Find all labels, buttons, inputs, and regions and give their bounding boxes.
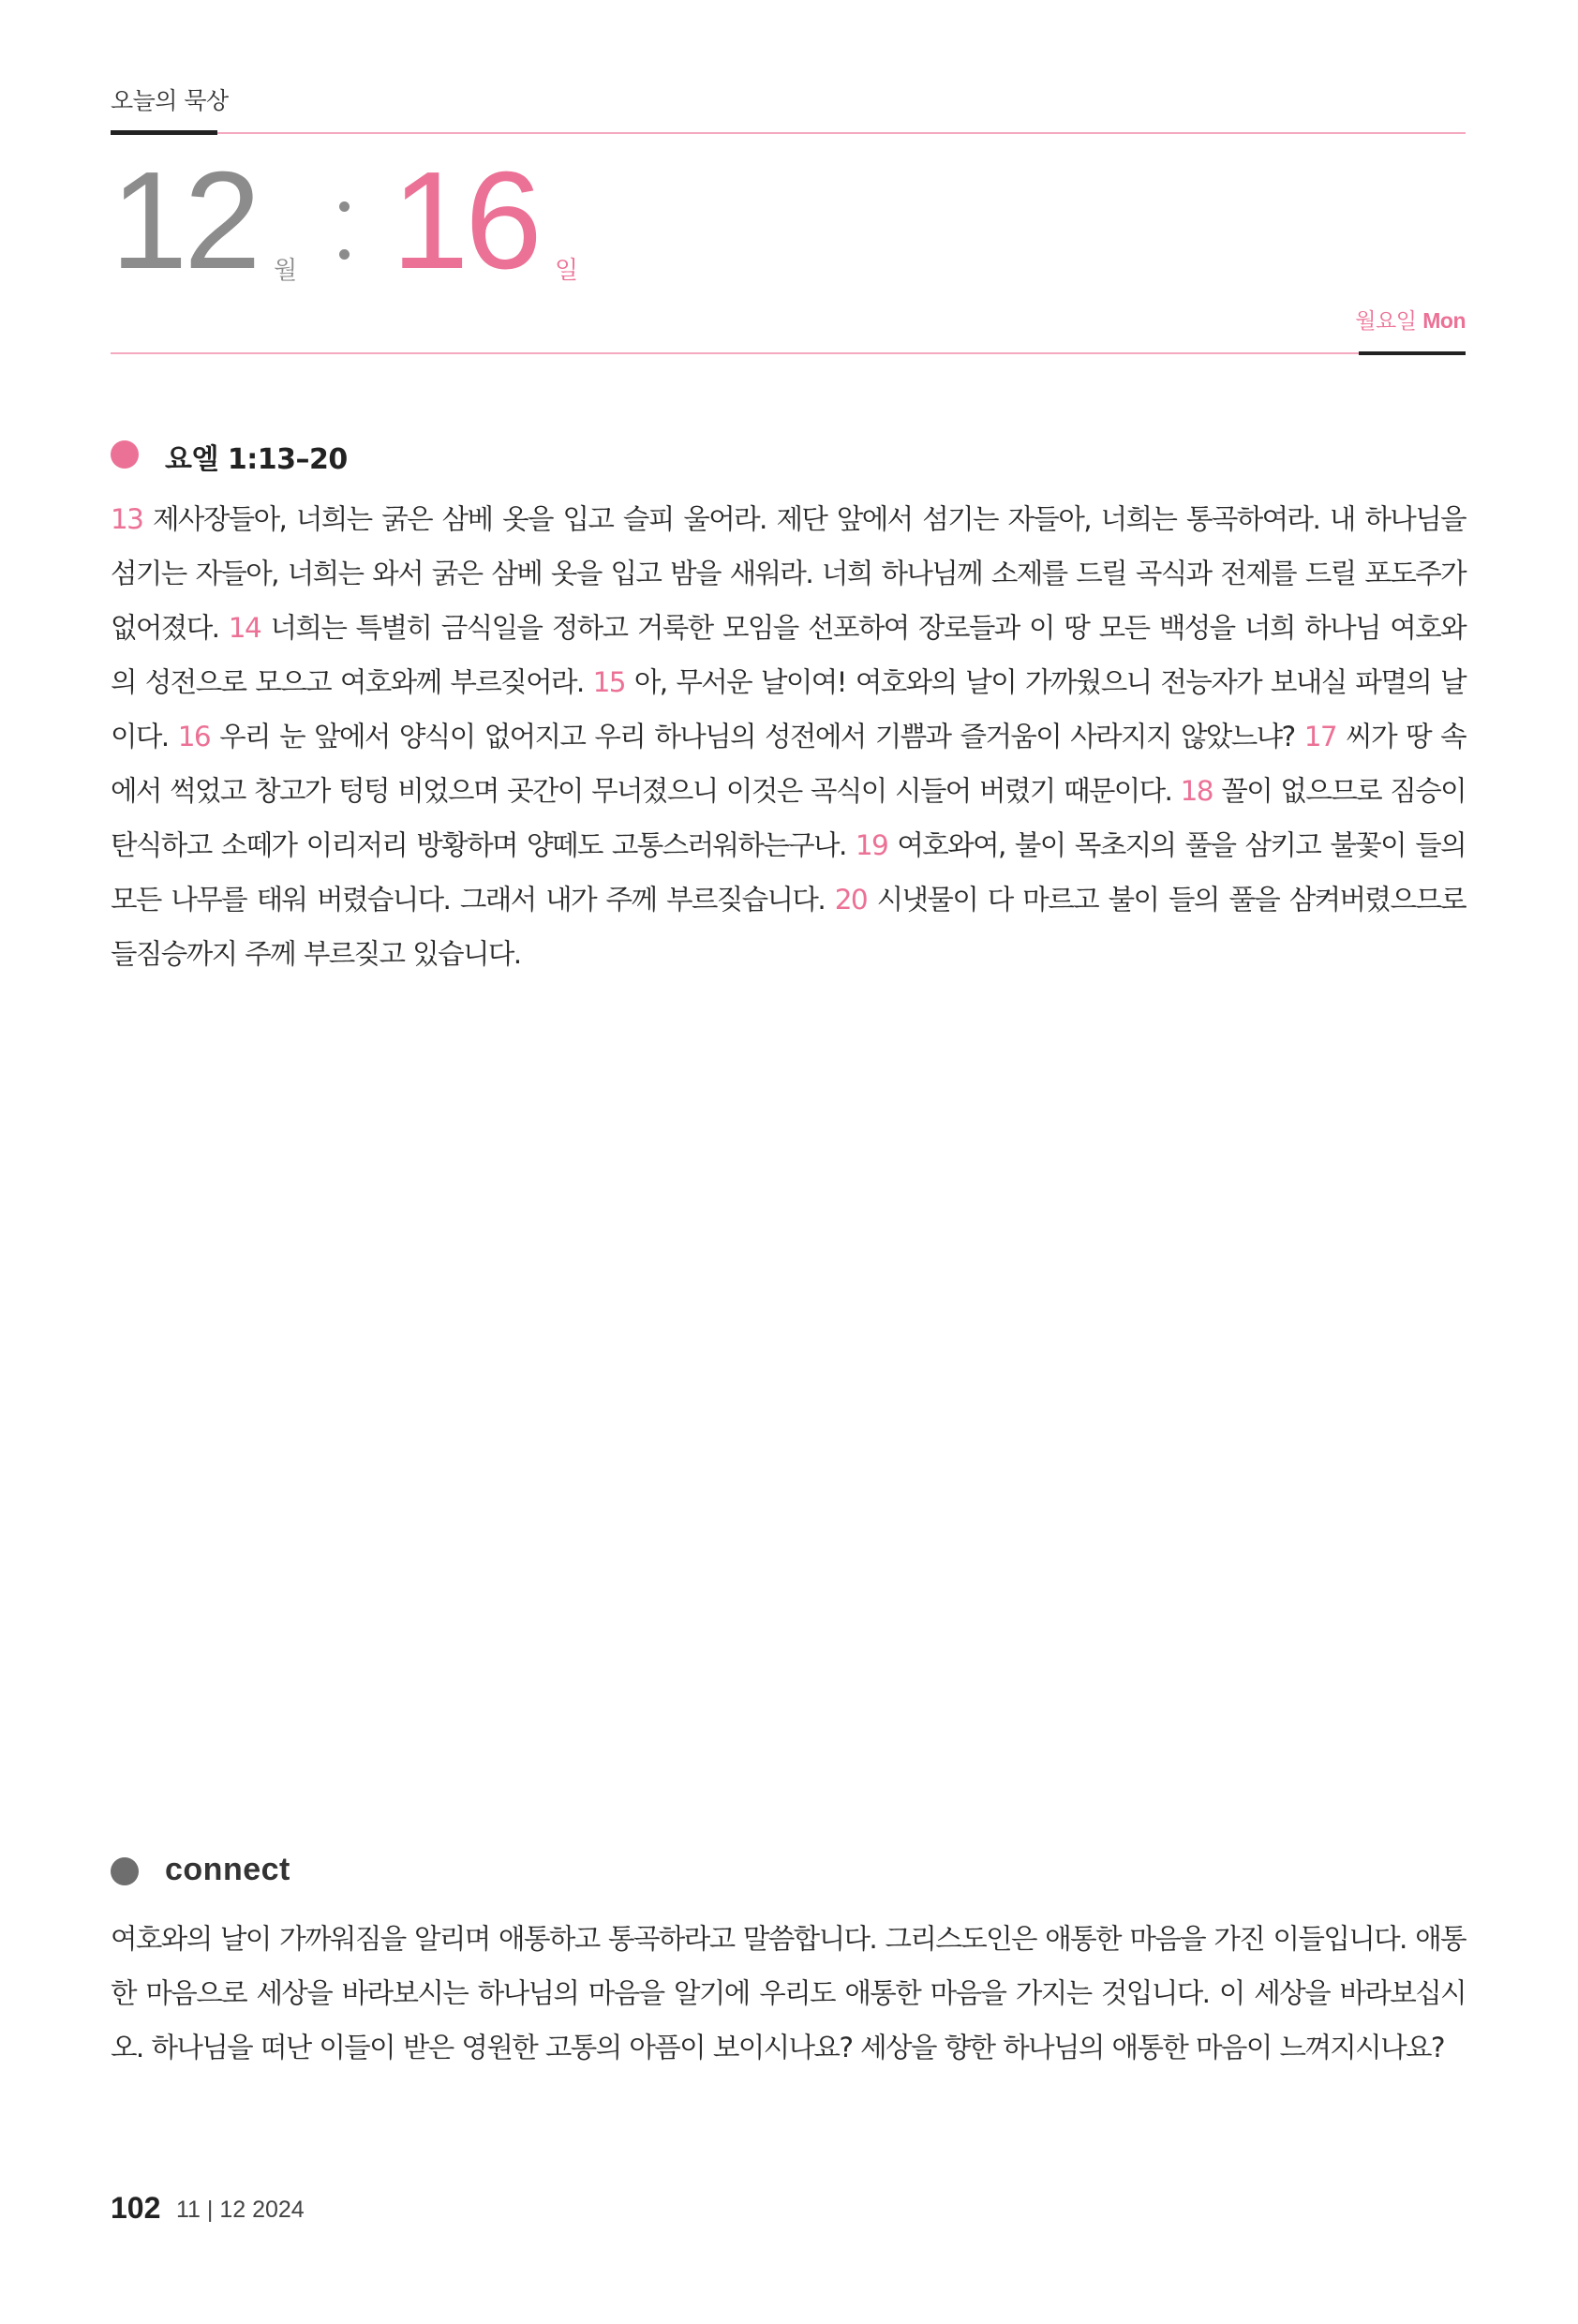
verse-text: 아, 무서운 날이여! 여호와의 날이 가까웠으니 전능자가 보내실 파멸의 날이다.: [111, 666, 1466, 752]
date-month: 12: [111, 143, 258, 298]
verse-number: 18: [1180, 775, 1213, 807]
issue-label: 11 | 12 2024: [176, 2197, 305, 2223]
verse-text: 제사장들아, 너희는 굵은 삼베 옷을 입고 슬피 울어라. 제단 앞에서 섬기는 자들아, 너희는 통곡하여라. 내 하나님을 섬기는 자들아, 너희는 와서 굵은 삼베 옷을 입고 밤을 새워라. 너희 하나님께 소제를 드릴 곡식과 전제를 드릴 포도주가 없어졌다.: [111, 503, 1466, 644]
connect-bullet-icon: [111, 1857, 139, 1885]
verse-text: 꼴이 없으므로 짐승이 탄식하고 소떼가 이리저리 방황하며 양떼도 고통스러워하는구나.: [111, 775, 1466, 861]
connect-title: connect: [165, 1852, 290, 1887]
date-day-unit: 일: [555, 257, 579, 285]
verse-text: 여호와여, 불이 목초지의 풀을 삼키고 불꽃이 들의 모든 나무를 태워 버렸습니다. 그래서 내가 주께 부르짖습니다.: [111, 829, 1466, 916]
verse-text: 시냇물이 다 마르고 불이 들의 풀을 삼켜버렸으므로 들짐승까지 주께 부르짖고 있습니다.: [111, 884, 1466, 970]
scripture-passage: [111, 492, 1466, 981]
verse-number: 15: [592, 666, 625, 698]
page-number: 102: [111, 2191, 161, 2225]
scripture-reference: 요엘 1:13–20: [165, 443, 348, 476]
weekday: [1355, 304, 1466, 335]
weekday-en: Mon: [1422, 308, 1466, 333]
date-divider-accent: [1359, 351, 1466, 355]
verse-number: 16: [177, 721, 211, 752]
date-month-unit: 월: [274, 257, 298, 285]
section-label: 오늘의 묵상: [111, 87, 229, 114]
scripture-bullet-icon: [111, 440, 139, 469]
verse-number: 14: [228, 612, 261, 644]
verse-text: 우리 눈 앞에서 양식이 없어지고 우리 하나님의 성전에서 기쁨과 즐거움이 사라지지 않았느냐?: [210, 721, 1304, 752]
connect-body: 여호와의 날이 가까워짐을 알리며 애통하고 통곡하라고 말씀합니다. 그리스도인은 애통한 마음을 가진 이들입니다. 애통한 마음으로 세상을 바라보시는 하나님의 마음을 알기에 우리도 애통한 마음을 가지는 것입니다. 이 세상을 바라보십시오. 하나님을 떠난 이들이 받은 영원한 고통의 아픔이 보이시나요? 세상을 향한 하나님의 애통한 마음이 느껴지시나요?: [111, 1923, 1466, 2063]
verse-text: 씨가 땅 속에서 썩었고 창고가 텅텅 비었으며 곳간이 무너졌으니 이것은 곡식이 시들어 버렸기 때문이다.: [111, 721, 1466, 807]
verse-text: 너희는 특별히 금식일을 정하고 거룩한 모임을 선포하여 장로들과 이 땅 모든 백성을 너희 하나님 여호와의 성전으로 모으고 여호와께 부르짖어라.: [111, 612, 1466, 698]
date-divider: [111, 352, 1466, 354]
verse-number: 13: [111, 503, 143, 535]
header-divider: [111, 132, 1466, 134]
header-divider-accent: [111, 130, 217, 135]
verse-number: 17: [1303, 721, 1337, 752]
weekday-ko: 월요일: [1355, 309, 1417, 334]
date-separator: [339, 201, 350, 260]
date-day: 16: [392, 143, 539, 298]
verse-number: 20: [834, 884, 868, 916]
verse-number: 19: [855, 829, 888, 861]
